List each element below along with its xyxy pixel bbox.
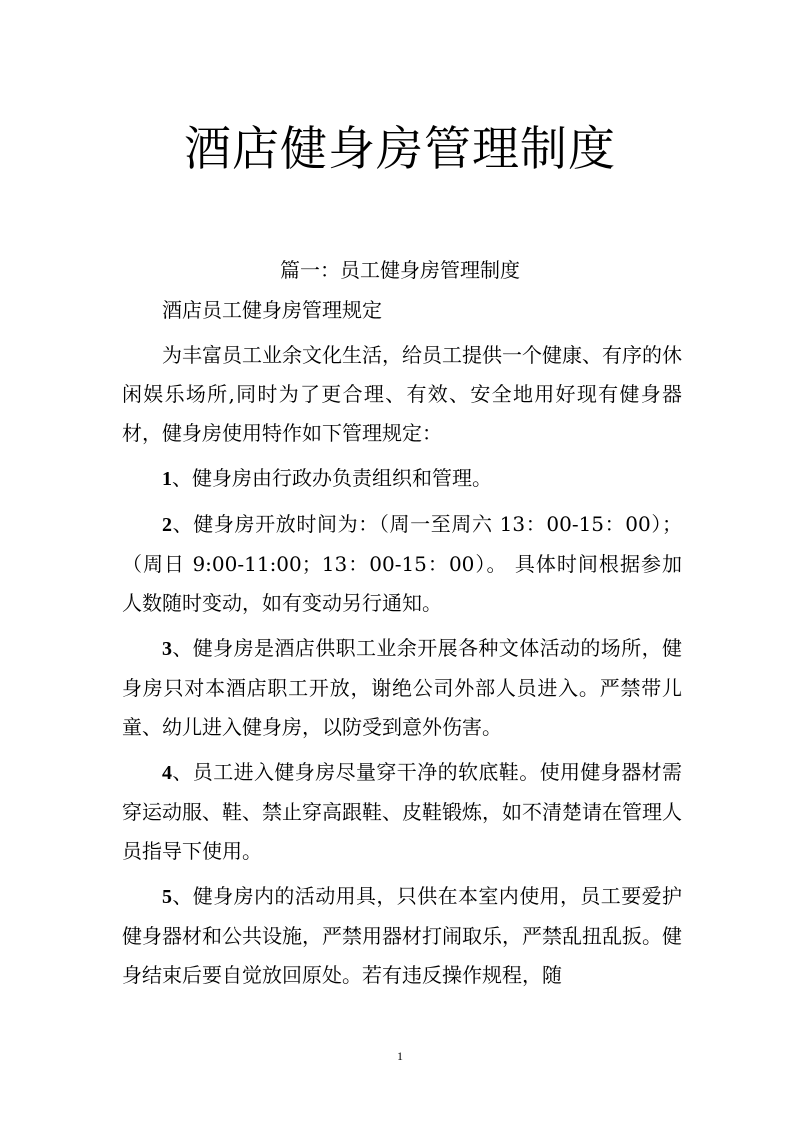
paragraph-intro [122, 336, 682, 453]
paragraph-text: 、健身房开放时间为：（周一至周六 13：00-15：00）；（周日 9:00-11:00；13：00-15：00）。 具体时间根据参加人数随时变动，如有变动另行通知。 [122, 512, 682, 615]
rule-number: 1 [162, 468, 172, 490]
paragraph-subtitle [122, 291, 682, 330]
rule-number: 4 [162, 762, 172, 784]
page-number: 1 [397, 1049, 403, 1063]
paragraph-text: 、健身房内的活动用具，只供在本室内使用，员工要爱护健身器材和公共设施，严禁用器材打闹取乐，严禁乱扭乱扳。健身结束后要自觉放回原处。若有违反操作规程，随 [122, 884, 682, 987]
paragraph-text: 、健身房由行政办负责组织和管理。 [172, 466, 492, 490]
rule-number: 3 [162, 638, 172, 660]
paragraph-text: 、健身房是酒店供职工业余开展各种文体活动的场所，健身房只对本酒店职工开放，谢绝公司外部人员进入。严禁带儿童、幼儿进入健身房，以防受到意外伤害。 [122, 636, 682, 739]
rule-item-3 [122, 629, 682, 747]
section-heading: 篇一：员工健身房管理制度 [280, 258, 520, 282]
paragraph-text: 酒店员工健身房管理规定 [162, 298, 382, 322]
rule-number: 2 [162, 514, 172, 536]
body-text [122, 291, 682, 995]
rule-item-1 [122, 459, 682, 499]
rule-number: 5 [162, 886, 172, 908]
document-title: 酒店健身房管理制度 [184, 122, 616, 177]
paragraph-text: 、员工进入健身房尽量穿干净的软底鞋。使用健身器材需穿运动服、鞋、禁止穿高跟鞋、皮鞋锻炼，如不清楚请在管理人员指导下使用。 [122, 760, 682, 863]
rule-item-2 [122, 505, 682, 623]
rule-item-4 [122, 753, 682, 871]
rule-item-5 [122, 877, 682, 995]
paragraph-text: 为丰富员工业余文化生活，给员工提供一个健康、有序的休闲娱乐场所,同时为了更合理、有效、安全地用好现有健身器材，健身房使用特作如下管理规定： [122, 343, 682, 445]
